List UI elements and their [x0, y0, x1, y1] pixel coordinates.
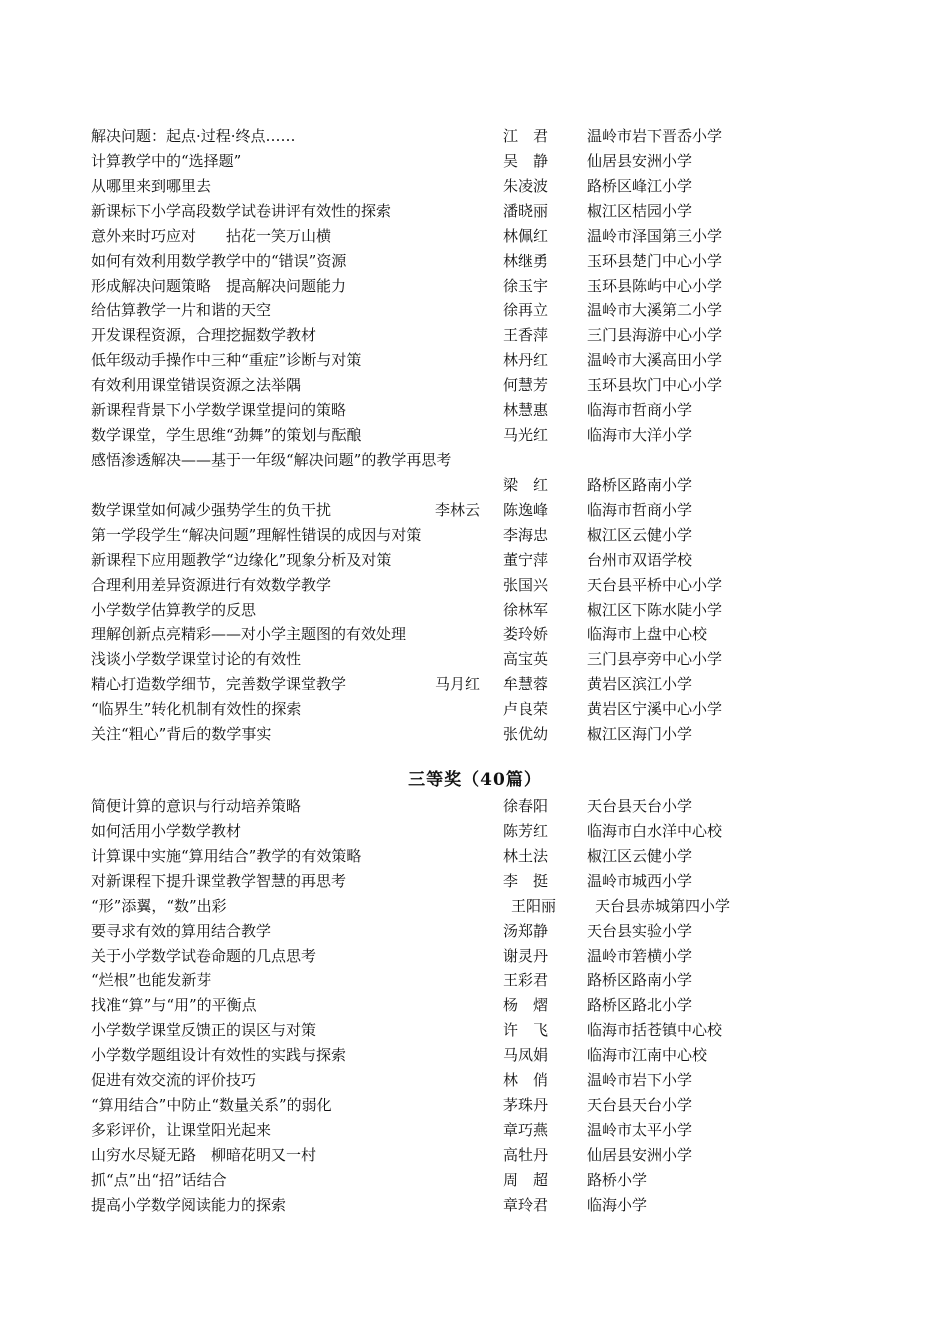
- author-name: 谢灵丹: [503, 946, 549, 965]
- author-name: 张国兴: [503, 575, 549, 594]
- paper-title: “形”添翼，“数”出彩: [91, 896, 227, 915]
- school-name: 三门县海游中心小学: [587, 326, 723, 345]
- paper-title: 精心打造数学细节，完善数学课堂教学: [91, 675, 347, 694]
- list-item: [0, 1118, 950, 1143]
- school-name: 椒江区下陈水陡小学: [587, 600, 723, 619]
- author-name: 徐玉宇: [503, 276, 549, 295]
- paper-title: “烂根”也能发新芽: [91, 971, 212, 990]
- school-name: 温岭市岩下小学: [587, 1071, 693, 1090]
- paper-title: 小学数学课堂反馈正的误区与对策: [91, 1021, 317, 1040]
- list-item: [0, 622, 950, 647]
- school-name: 仙居县安洲小学: [587, 1145, 693, 1164]
- paper-title: 关于小学数学试卷命题的几点思考: [91, 946, 317, 965]
- list-item: [0, 523, 950, 548]
- list-item: [0, 844, 950, 869]
- author-name: 陈逸峰: [503, 500, 549, 519]
- paper-title: 第一学段学生“解决问题”理解性错误的成因与对策: [91, 525, 422, 544]
- school-name: 天台县天台小学: [587, 1096, 693, 1115]
- list-item: [0, 672, 950, 697]
- paper-title: 新课标下小学高段数学试卷讲评有效性的探索: [91, 201, 392, 220]
- author-name: 梁 红: [503, 475, 549, 494]
- list-item: [0, 423, 950, 448]
- school-name: 路桥区路南小学: [587, 475, 693, 494]
- paper-title: 形成解决问题策略 提高解决问题能力: [91, 276, 347, 295]
- school-name: 温岭市箬横小学: [587, 946, 693, 965]
- author-name: 江 君: [503, 127, 549, 145]
- school-name: 椒江区桔园小学: [587, 201, 693, 220]
- author-name: 陈芳红: [503, 821, 549, 840]
- school-name: 黄岩区滨江小学: [587, 675, 693, 694]
- school-name: 天台县天台小学: [587, 797, 693, 815]
- author-name: 董宁萍: [503, 550, 549, 569]
- paper-title: 计算教学中的“选择题”: [91, 151, 242, 170]
- school-name: 椒江区云健小学: [587, 525, 693, 544]
- school-name: 椒江区海门小学: [587, 725, 693, 744]
- paper-title: 多彩评价，让课堂阳光起来: [91, 1120, 272, 1139]
- paper-title: 数学课堂，学生思维“劲舞”的策划与酝酿: [91, 426, 362, 445]
- paper-title: 意外来时巧应对 拈花一笑万山横: [91, 226, 332, 245]
- author-name: 何慧芳: [503, 376, 549, 395]
- list-item: [0, 894, 950, 919]
- school-name: 临海市江南中心校: [587, 1046, 708, 1065]
- school-name: 天台县实验小学: [587, 921, 693, 940]
- school-name: 仙居县安洲小学: [587, 151, 693, 170]
- school-name: 临海市哲商小学: [587, 500, 693, 519]
- list-item: [0, 323, 950, 348]
- author-name: 林慧惠: [503, 401, 549, 420]
- author-name: 王香萍: [503, 326, 549, 345]
- list-item: [0, 697, 950, 722]
- list-item: [0, 274, 950, 299]
- author-name: 李海忠: [503, 525, 549, 544]
- school-name: 椒江区云健小学: [587, 846, 693, 865]
- list-item: [0, 398, 950, 423]
- author-name: 张优幼: [503, 725, 549, 744]
- author-name: 王阳丽: [511, 896, 557, 915]
- author-name: 徐再立: [503, 301, 549, 320]
- author-name: 汤郑静: [503, 921, 549, 940]
- school-name: 路桥小学: [587, 1170, 648, 1189]
- paper-title: 对新课程下提升课堂教学智慧的再思考: [91, 871, 347, 890]
- paper-title: 解决问题：起点·过程·终点……: [91, 127, 296, 145]
- paper-title: 山穷水尽疑无路 柳暗花明又一村: [91, 1145, 317, 1164]
- author-name: 章玲君: [503, 1195, 549, 1214]
- author-name: 林佩红: [503, 226, 549, 245]
- paper-title: 抓“点”出“招”话结合: [91, 1170, 227, 1189]
- paper-title: “算用结合”中防止“数量关系”的弱化: [91, 1096, 332, 1115]
- list-item: [0, 647, 950, 672]
- school-name: 天台县平桥中心小学: [587, 575, 723, 594]
- paper-title: 从哪里来到哪里去: [91, 176, 212, 195]
- list-item: [0, 598, 950, 623]
- author-name: 林土法: [503, 846, 549, 865]
- paper-title: “临界生”转化机制有效性的探索: [91, 700, 302, 719]
- paper-title: 浅谈小学数学课堂讨论的有效性: [91, 650, 302, 669]
- author-name: 茅珠丹: [503, 1096, 549, 1115]
- school-name: 三门县亭旁中心小学: [587, 650, 723, 669]
- paper-title: 数学课堂如何减少强势学生的负干扰: [91, 500, 332, 519]
- list-item: [0, 174, 950, 199]
- list-item: [0, 968, 950, 993]
- school-name: 温岭市岩下晋岙小学: [587, 127, 723, 145]
- school-name: 临海市括苍镇中心校: [587, 1021, 723, 1040]
- school-name: 温岭市太平小学: [587, 1120, 693, 1139]
- author-name: 高宝英: [503, 650, 549, 669]
- paper-title: 合理利用差异资源进行有效数学教学: [91, 575, 332, 594]
- third-prize-heading: 三等奖（40篇）: [408, 770, 542, 790]
- list-item: [0, 1143, 950, 1168]
- list-item: [0, 548, 950, 573]
- paper-title: 开发课程资源，合理挖掘数学教材: [91, 326, 317, 345]
- school-name: 玉环县楚门中心小学: [587, 251, 723, 270]
- list-item: [0, 1068, 950, 1093]
- paper-title: 小学数学题组设计有效性的实践与探索: [91, 1046, 347, 1065]
- author-name: 林继勇: [503, 251, 549, 270]
- list-item: [0, 573, 950, 598]
- author-name: 周 超: [503, 1170, 549, 1189]
- paper-title: 提高小学数学阅读能力的探索: [91, 1195, 287, 1214]
- co-author: 李林云: [435, 500, 481, 519]
- author-name: 卢良荣: [503, 700, 549, 719]
- school-name: 玉环县陈屿中心小学: [587, 276, 723, 295]
- author-name: 杨 熠: [503, 996, 549, 1015]
- author-name: 吴 静: [503, 151, 549, 170]
- author-name: 牟慧蓉: [503, 675, 549, 694]
- school-name: 温岭市大溪第二小学: [587, 301, 723, 320]
- school-name: 玉环县坎门中心小学: [587, 376, 723, 395]
- school-name: 温岭市城西小学: [587, 871, 693, 890]
- paper-title: 找准“算”与“用”的平衡点: [91, 996, 257, 1015]
- author-name: 潘晓丽: [503, 201, 549, 220]
- list-item: [0, 473, 950, 498]
- school-name: 临海市大洋小学: [587, 426, 693, 445]
- co-author: 马月红: [435, 675, 481, 694]
- paper-title: 如何活用小学数学教材: [91, 821, 242, 840]
- list-item: [0, 149, 950, 174]
- list-item: [0, 249, 950, 274]
- author-name: 林丹红: [503, 351, 549, 370]
- list-item: [0, 944, 950, 969]
- list-item: [0, 1018, 950, 1043]
- author-name: 徐春阳: [503, 797, 549, 815]
- paper-title: 理解创新点亮精彩——对小学主题图的有效处理: [91, 625, 407, 644]
- author-name: 马光红: [503, 426, 549, 445]
- award-list-third-prize: [0, 794, 950, 1218]
- paper-title: 感悟渗透解决——基于一年级“解决问题”的教学再思考: [91, 450, 452, 469]
- author-name: 马凤娟: [503, 1046, 549, 1065]
- paper-title: 低年级动手操作中三种“重症”诊断与对策: [91, 351, 362, 370]
- school-name: 温岭市泽国第三小学: [587, 226, 723, 245]
- list-item: [0, 348, 950, 373]
- list-item: [0, 993, 950, 1018]
- school-name: 黄岩区宁溪中心小学: [587, 700, 723, 719]
- school-name: 天台县赤城第四小学: [595, 896, 731, 915]
- list-item: [0, 498, 950, 523]
- paper-title: 有效利用课堂错误资源之法举隅: [91, 376, 302, 395]
- paper-title: 小学数学估算教学的反思: [91, 600, 257, 619]
- author-name: 许 飞: [503, 1021, 549, 1040]
- award-list-second-prize: [0, 124, 950, 747]
- list-item: [0, 124, 950, 149]
- paper-title: 促进有效交流的评价技巧: [91, 1071, 257, 1090]
- list-item: [0, 1193, 950, 1218]
- list-item: [0, 819, 950, 844]
- school-name: 温岭市大溪高田小学: [587, 351, 723, 370]
- school-name: 路桥区峰江小学: [587, 176, 693, 195]
- paper-title: 新课程背景下小学数学课堂提问的策略: [91, 401, 347, 420]
- list-item: [0, 919, 950, 944]
- author-name: 李 挺: [503, 871, 549, 890]
- list-item: [0, 1093, 950, 1118]
- paper-title: 要寻求有效的算用结合教学: [91, 921, 272, 940]
- school-name: 台州市双语学校: [587, 550, 693, 569]
- list-item: [0, 448, 950, 473]
- author-name: 朱凌波: [503, 176, 549, 195]
- paper-title: 关注“粗心”背后的数学事实: [91, 725, 272, 744]
- school-name: 临海小学: [587, 1195, 648, 1214]
- list-item: [0, 224, 950, 249]
- school-name: 路桥区路北小学: [587, 996, 693, 1015]
- author-name: 章巧燕: [503, 1120, 549, 1139]
- paper-title: 新课程下应用题教学“边缘化”现象分析及对策: [91, 550, 392, 569]
- school-name: 临海市白水洋中心校: [587, 821, 723, 840]
- author-name: 王彩君: [503, 971, 549, 990]
- list-item: [0, 1043, 950, 1068]
- list-item: [0, 298, 950, 323]
- list-item: [0, 794, 950, 819]
- school-name: 临海市上盘中心校: [587, 625, 708, 644]
- list-item: [0, 199, 950, 224]
- list-item: [0, 869, 950, 894]
- list-item: [0, 1168, 950, 1193]
- list-item: [0, 722, 950, 747]
- paper-title: 给估算教学一片和谐的天空: [91, 301, 272, 320]
- paper-title: 如何有效利用数学教学中的“错误”资源: [91, 251, 347, 270]
- school-name: 临海市哲商小学: [587, 401, 693, 420]
- author-name: 高牡丹: [503, 1145, 549, 1164]
- school-name: 路桥区路南小学: [587, 971, 693, 990]
- paper-title: 简便计算的意识与行动培养策略: [91, 797, 302, 815]
- paper-title: 计算课中实施“算用结合”教学的有效策略: [91, 846, 362, 865]
- author-name: 徐林军: [503, 600, 549, 619]
- author-name: 娄玲娇: [503, 625, 549, 644]
- author-name: 林 俏: [503, 1071, 549, 1090]
- list-item: [0, 373, 950, 398]
